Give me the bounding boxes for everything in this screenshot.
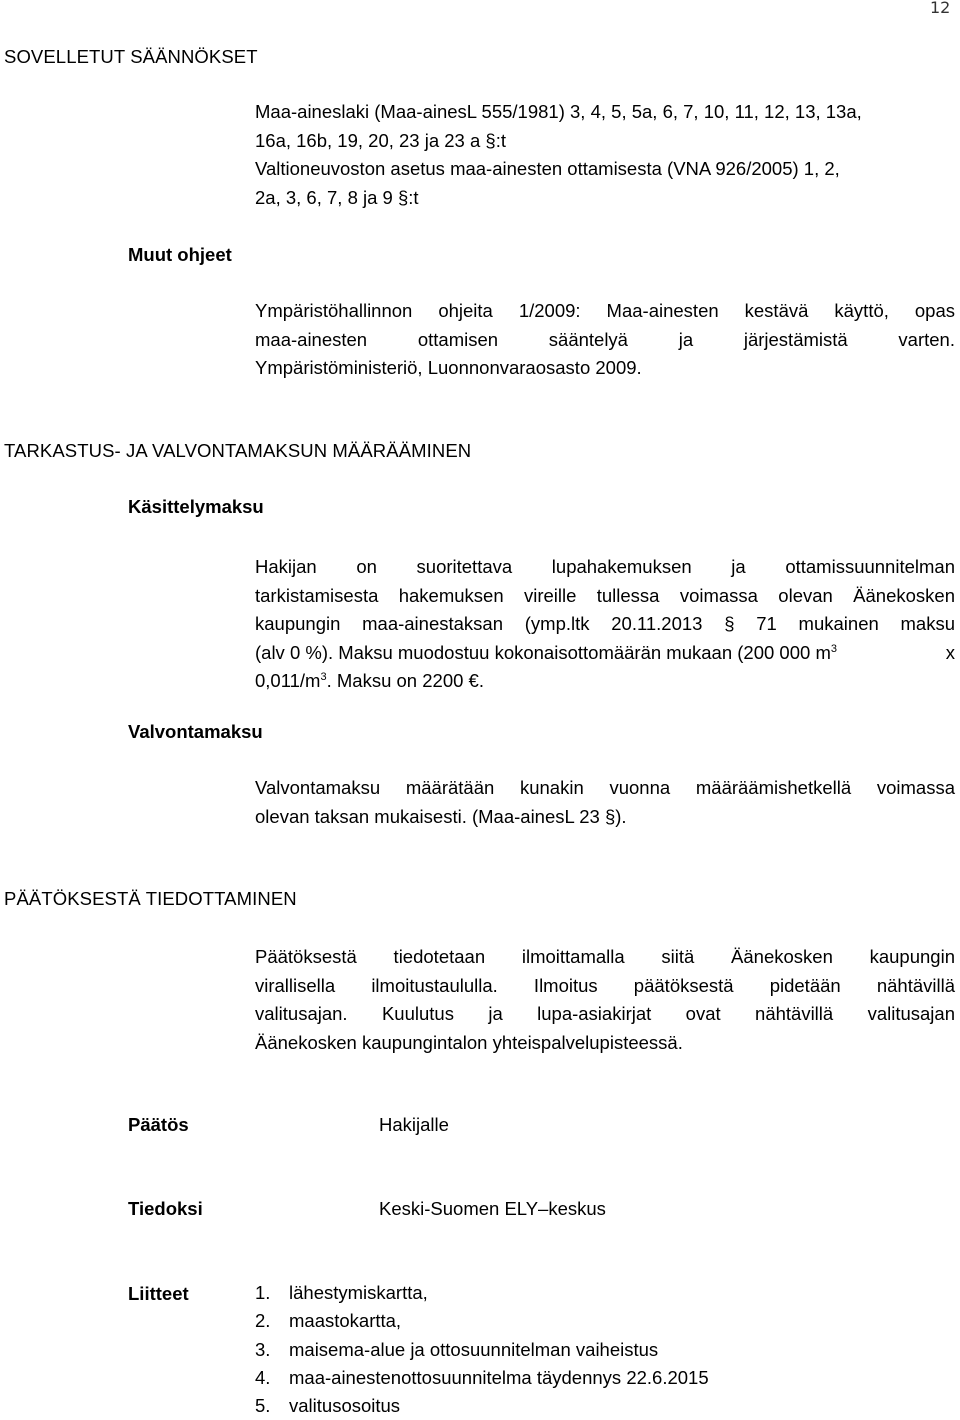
text-line: olevan taksan mukaisesti. (Maa-ainesL 23 §). [255, 805, 627, 827]
text-line-with-superscript [255, 639, 955, 668]
text-line: Äänekosken kaupungintalon yhteispalvelupisteessä. [255, 1031, 683, 1053]
text-fragment: . Maksu on 2200 €. [326, 670, 484, 691]
superscript: 3 [830, 642, 837, 655]
text-line: virallisella ilmoitustaululla. Ilmoitus päätöksestä pidetään nähtävillä [255, 974, 955, 996]
text-line: 2a, 3, 6, 7, 8 ja 9 §:t [255, 186, 419, 208]
page-number: 12 [930, 0, 951, 17]
other-guidelines-label: Muut ohjeet [128, 244, 232, 265]
supervision-fee-label: Valvontamaksu [128, 721, 263, 742]
text-line: valitusajan. Kuulutus ja lupa-asiakirjat ovat nähtävillä valitusajan [255, 1003, 955, 1024]
processing-fee-label: Käsittelymaksu [128, 496, 264, 517]
text-fragment: x [945, 641, 955, 663]
processing-fee-text [255, 553, 955, 696]
text-line: Päätöksestä tiedotetaan ilmoittamalla siitä Äänekosken kaupungin [255, 946, 955, 967]
supervision-fee-text [255, 774, 955, 831]
attachment-item [255, 1307, 709, 1335]
cc-recipient: Keski-Suomen ELY–keskus [379, 1198, 606, 1219]
section-heading-fees: TARKASTUS- JA VALVONTAMAKSUN MÄÄRÄÄMINEN [4, 440, 472, 461]
attachment-item [255, 1279, 709, 1307]
attachment-text: maa-ainestenottosuunnitelma täydennys 22.6.2015 [289, 1366, 709, 1388]
section-heading-notification: PÄÄTÖKSESTÄ TIEDOTTAMINEN [4, 888, 297, 909]
attachment-number: 1. [255, 1282, 271, 1303]
decision-recipient: Hakijalle [379, 1114, 449, 1135]
text-line-with-superscript [255, 667, 955, 696]
attachment-number: 4. [255, 1366, 271, 1388]
attachment-item [255, 1364, 709, 1392]
attachment-item [255, 1336, 709, 1364]
text-line: Maa-aineslaki (Maa-ainesL 555/1981) 3, 4, 5, 5a, 6, 7, 10, 11, 12, 13, 13a, [255, 101, 862, 122]
text-fragment: 0,011/m [255, 670, 321, 691]
attachment-text: maisema-alue ja ottosuunnitelman vaiheistus [289, 1338, 659, 1360]
attachment-number: 5. [255, 1395, 271, 1417]
attachment-text: maastokartta, [289, 1310, 402, 1332]
applied-provisions-text [255, 98, 955, 212]
attachment-text: valitusosoitus [289, 1395, 401, 1417]
decision-label: Päätös [128, 1114, 189, 1135]
text-line: Ympäristöministeriö, Luonnonvaraosasto 2009. [255, 357, 642, 378]
text-line: maa-ainesten ottamisen sääntelyä ja järjestämistä varten. [255, 328, 955, 350]
text-line: kaupungin maa-ainestaksan (ymp.ltk 20.11.2013 § 71 mukainen maksu [255, 613, 955, 634]
cc-label: Tiedoksi [128, 1198, 203, 1219]
text-line: Valvontamaksu määrätään kunakin vuonna määräämishetkellä voimassa [255, 777, 955, 798]
text-fragment: (alv 0 %). Maksu muodostuu kokonaisottomäärän mukaan (200 000 m [255, 641, 831, 663]
text-line: Hakijan on suoritettava lupahakemuksen ja ottamissuunnitelman [255, 556, 955, 577]
attachments-label: Liitteet [128, 1283, 189, 1304]
attachment-text: lähestymiskartta, [289, 1282, 428, 1303]
text-line: Ympäristöhallinnon ohjeita 1/2009: Maa-ainesten kestävä käyttö, opas [255, 300, 955, 321]
section-heading-applied-provisions: SOVELLETUT SÄÄNNÖKSET [4, 46, 258, 67]
attachment-number: 2. [255, 1310, 271, 1332]
text-line: tarkistamisesta hakemuksen vireille tullessa voimassa olevan Äänekosken [255, 584, 955, 606]
notification-text [255, 943, 955, 1057]
attachments-list [255, 1279, 709, 1420]
superscript: 3 [320, 671, 327, 683]
text-line: Valtioneuvoston asetus maa-ainesten ottamisesta (VNA 926/2005) 1, 2, [255, 158, 840, 179]
text-line: 16a, 16b, 19, 20, 23 ja 23 a §:t [255, 129, 506, 151]
attachment-number: 3. [255, 1338, 271, 1360]
other-guidelines-text [255, 297, 955, 383]
